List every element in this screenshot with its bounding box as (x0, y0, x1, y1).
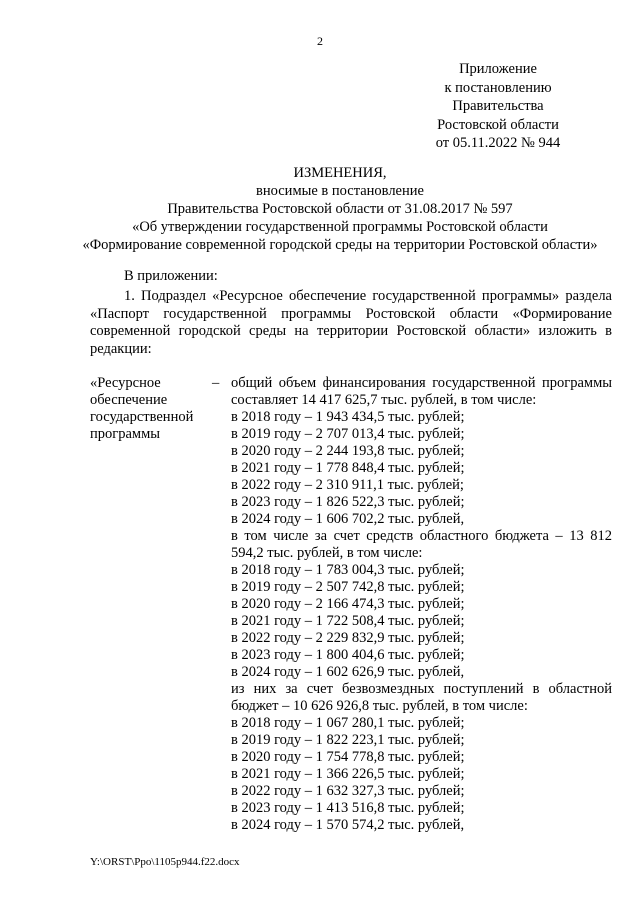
year-row: в 2018 году – 1 943 434,5 тыс. рублей; (231, 409, 465, 425)
year-row: в 2022 году – 2 229 832,9 тыс. рублей; (231, 630, 465, 646)
year-row: в 2018 году – 1 783 004,3 тыс. рублей; (231, 562, 465, 578)
year-row: в 2021 году – 1 722 508,4 тыс. рублей; (231, 613, 465, 629)
intro-paragraph: В приложении: (124, 268, 218, 284)
title-line: вносимые в постановление (256, 183, 424, 199)
funding-cell (231, 375, 612, 834)
year-row: в 2019 году – 1 822 223,1 тыс. рублей; (231, 732, 465, 748)
year-row: в 2019 году – 2 707 013,4 тыс. рублей; (231, 426, 465, 442)
page-number: 2 (317, 34, 323, 48)
approval-line: Приложение (459, 61, 537, 77)
year-row: в 2019 году – 2 507 742,8 тыс. рублей; (231, 579, 465, 595)
year-row: в 2021 году – 1 778 848,4 тыс. рублей; (231, 460, 465, 476)
title-heading: ИЗМЕНЕНИЯ, (293, 165, 387, 181)
footer-file-path: Y:\ORST\Ppo\1105p944.f22.docx (90, 856, 240, 868)
year-row: в 2020 году – 2 244 193,8 тыс. рублей; (231, 443, 465, 459)
year-row: в 2024 году – 1 602 626,9 тыс. рублей, (231, 664, 465, 680)
year-row: в 2020 году – 1 754 778,8 тыс. рублей; (231, 749, 465, 765)
total-funding-text: общий объем финансирования государственной программы составляет 14 417 625,7 тыс. рублей, в том числе: (231, 375, 612, 408)
approval-line: от 05.11.2022 № 944 (435, 135, 561, 151)
title-line: «Формирование современной городской среды на территории Ростовской области» (82, 237, 598, 253)
title-line: Правительства Ростовской области от 31.08.2017 № 597 (167, 201, 513, 217)
grant-funding-text: из них за счет безвозмездных поступлений в областной бюджет – 10 626 926,8 тыс. рублей, в том числе: (231, 681, 612, 714)
year-row: в 2023 году – 1 413 516,8 тыс. рублей; (231, 800, 465, 816)
year-row: в 2023 году – 1 800 404,6 тыс. рублей; (231, 647, 465, 663)
year-row: в 2024 году – 1 606 702,2 тыс. рублей, (231, 511, 465, 527)
year-row: в 2022 году – 2 310 911,1 тыс. рублей; (231, 477, 464, 493)
approval-line: Правительства (452, 98, 544, 114)
year-row: в 2023 году – 1 826 522,3 тыс. рублей; (231, 494, 465, 510)
item-1-paragraph: 1. Подраздел «Ресурсное обеспечение государственной программы» раздела «Паспорт государственной программы Ростовской области «Формирование современной городской среды на территории Ростовской области» изложить в редакции: (90, 288, 612, 357)
year-row: в 2024 году – 1 570 574,2 тыс. рублей, (231, 817, 465, 833)
approval-line: Ростовской области (437, 116, 559, 133)
title-line: «Об утверждении государственной программы Ростовской области (132, 219, 548, 235)
table-dash: – (212, 375, 220, 391)
year-row: в 2020 году – 2 166 474,3 тыс. рублей; (231, 596, 465, 612)
title-block (60, 164, 620, 254)
year-row: в 2022 году – 1 632 327,3 тыс. рублей; (231, 783, 465, 799)
regional-budget-text: в том числе за счет средств областного бюджета – 13 812 594,2 тыс. рублей, в том числе: (231, 528, 612, 561)
year-row: в 2018 году – 1 067 280,1 тыс. рублей; (231, 715, 465, 731)
year-row: в 2021 году – 1 366 226,5 тыс. рублей; (231, 766, 465, 782)
approval-block (408, 60, 588, 153)
approval-line: к постановлению (444, 79, 552, 96)
table-left-label: «Ресурсное обеспечение государственной программы (90, 375, 194, 442)
